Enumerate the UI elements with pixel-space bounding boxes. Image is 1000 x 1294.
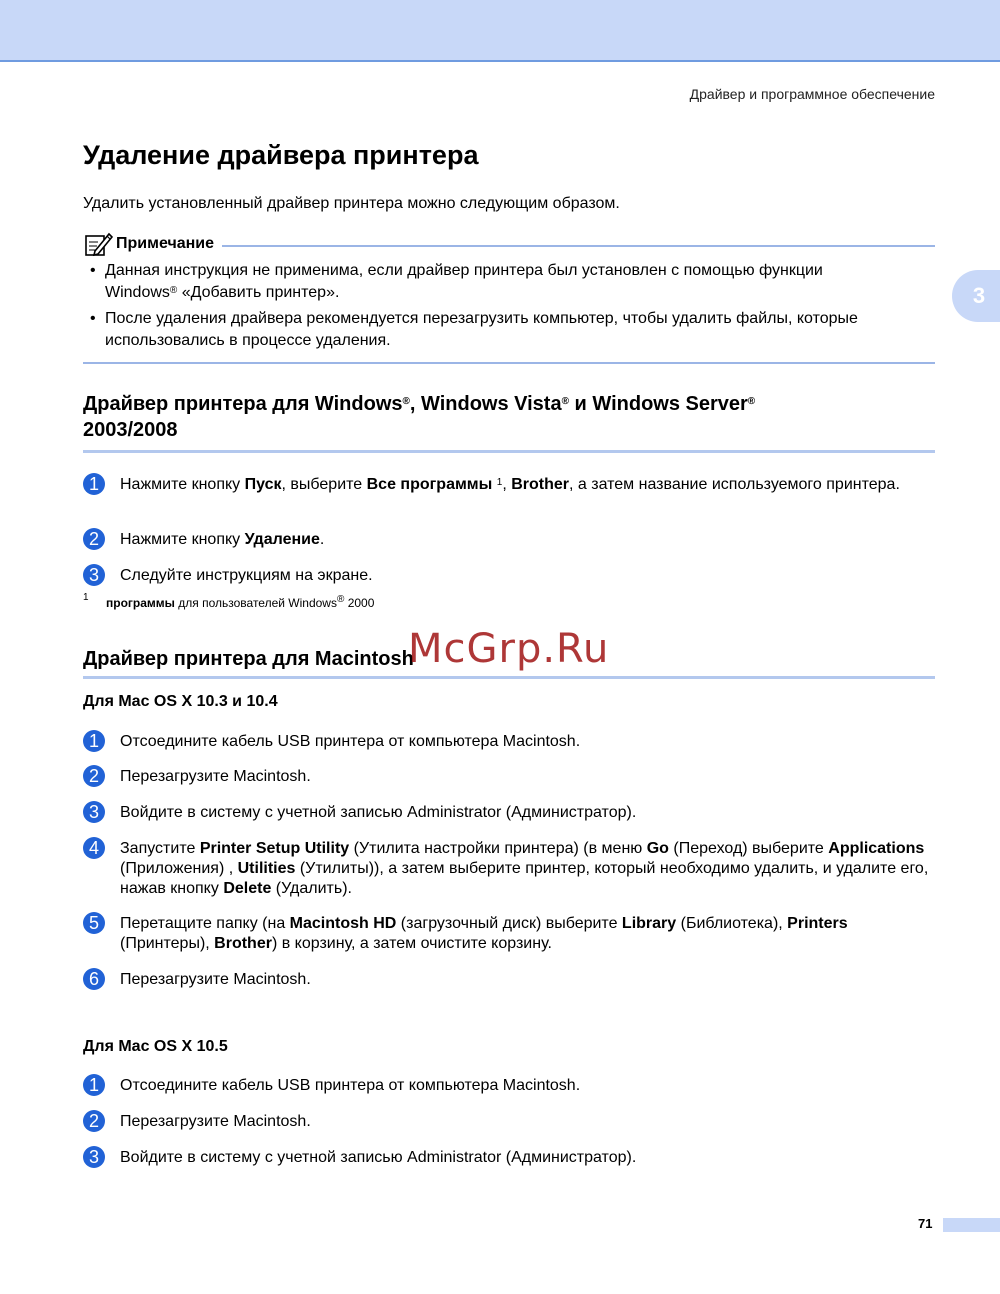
step-item: 1 Отсоедините кабель USB принтера от компьютера Macintosh. [83, 1076, 935, 1096]
watermark: McGrp.Ru [408, 626, 610, 672]
page-tab [943, 1218, 1000, 1232]
step-number-badge: 1 [83, 1074, 105, 1096]
step-number-badge: 4 [83, 837, 105, 859]
step-item: 3 Войдите в систему с учетной записью Administrator (Администратор). [83, 803, 935, 823]
step-number-badge: 1 [83, 473, 105, 495]
step-item: 3 Следуйте инструкциям на экране. [83, 566, 935, 586]
note-bottom-rule [83, 362, 935, 364]
step-number-badge: 6 [83, 968, 105, 990]
step-number-badge: 5 [83, 912, 105, 934]
step-number-badge: 2 [83, 528, 105, 550]
note-pencil-icon [83, 231, 113, 257]
step-item: 2 Перезагрузите Macintosh. [83, 767, 935, 787]
note-item: • После удаления драйвера рекомендуется перезагрузить компьютер, чтобы удалить файлы, которые использовались в процессе удаления. [105, 308, 935, 352]
header-band [0, 0, 1000, 62]
step-item: 2 Перезагрузите Macintosh. [83, 1112, 935, 1132]
subsection-heading: Для Mac OS X 10.5 [83, 1038, 228, 1055]
note-item: • Данная инструкция не применима, если драйвер принтера был установлен с помощью функции Windows® «Добавить принтер». [105, 260, 935, 304]
step-item: 3 Войдите в систему с учетной записью Administrator (Администратор). [83, 1148, 935, 1168]
step-number-badge: 2 [83, 765, 105, 787]
step-item: 4 Запустите Printer Setup Utility (Утилита настройки принтера) (в меню Go (Переход) выберите Applications (Приложения) , Utilities (Утилиты)), а затем выберите принтер, который необходимо удалить, и удалите его, нажав кнопку Delete (Удалить). [83, 839, 935, 899]
section-heading-windows: Драйвер принтера для Windows®, Windows Vista® и Windows Server® 2003/2008 [83, 393, 756, 441]
step-number-badge: 2 [83, 1110, 105, 1132]
chapter-tab: 3 [952, 270, 1000, 322]
step-item: 6 Перезагрузите Macintosh. [83, 970, 935, 990]
page-number: 71 [918, 1216, 933, 1231]
footnote: 1 программы для пользователей Windows® 2000 [83, 592, 375, 610]
note-list [83, 260, 935, 352]
section-rule [83, 450, 935, 453]
step-number-badge: 1 [83, 730, 105, 752]
footnote-ref: 1 [496, 477, 503, 488]
note-title: Примечание [116, 235, 215, 252]
step-number-badge: 3 [83, 564, 105, 586]
intro-text: Удалить установленный драйвер принтера можно следующим образом. [83, 195, 620, 212]
note-box [83, 230, 935, 364]
step-item: 1 Нажмите кнопку Пуск, выберите Все программы $^1$, Brother, а затем название используемого принтера. [83, 475, 935, 495]
step-item: 2 Нажмите кнопку Удаление. [83, 530, 935, 550]
note-rule [222, 245, 935, 247]
step-number-badge: 3 [83, 801, 105, 823]
step-item: 1 Отсоедините кабель USB принтера от компьютера Macintosh. [83, 732, 935, 752]
step-item: 5 Перетащите папку (на Macintosh HD (загрузочный диск) выберите Library (Библиотека), Printers (Принтеры), Brother) в корзину, а затем очистите корзину. [83, 914, 935, 954]
step-number-badge: 3 [83, 1146, 105, 1168]
subsection-heading: Для Mac OS X 10.3 и 10.4 [83, 693, 278, 710]
section-rule [83, 676, 935, 679]
section-heading-mac: Драйвер принтера для Macintosh [83, 648, 414, 670]
running-head: Драйвер и программное обеспечение [689, 86, 935, 102]
page-title: Удаление драйвера принтера [83, 140, 479, 170]
